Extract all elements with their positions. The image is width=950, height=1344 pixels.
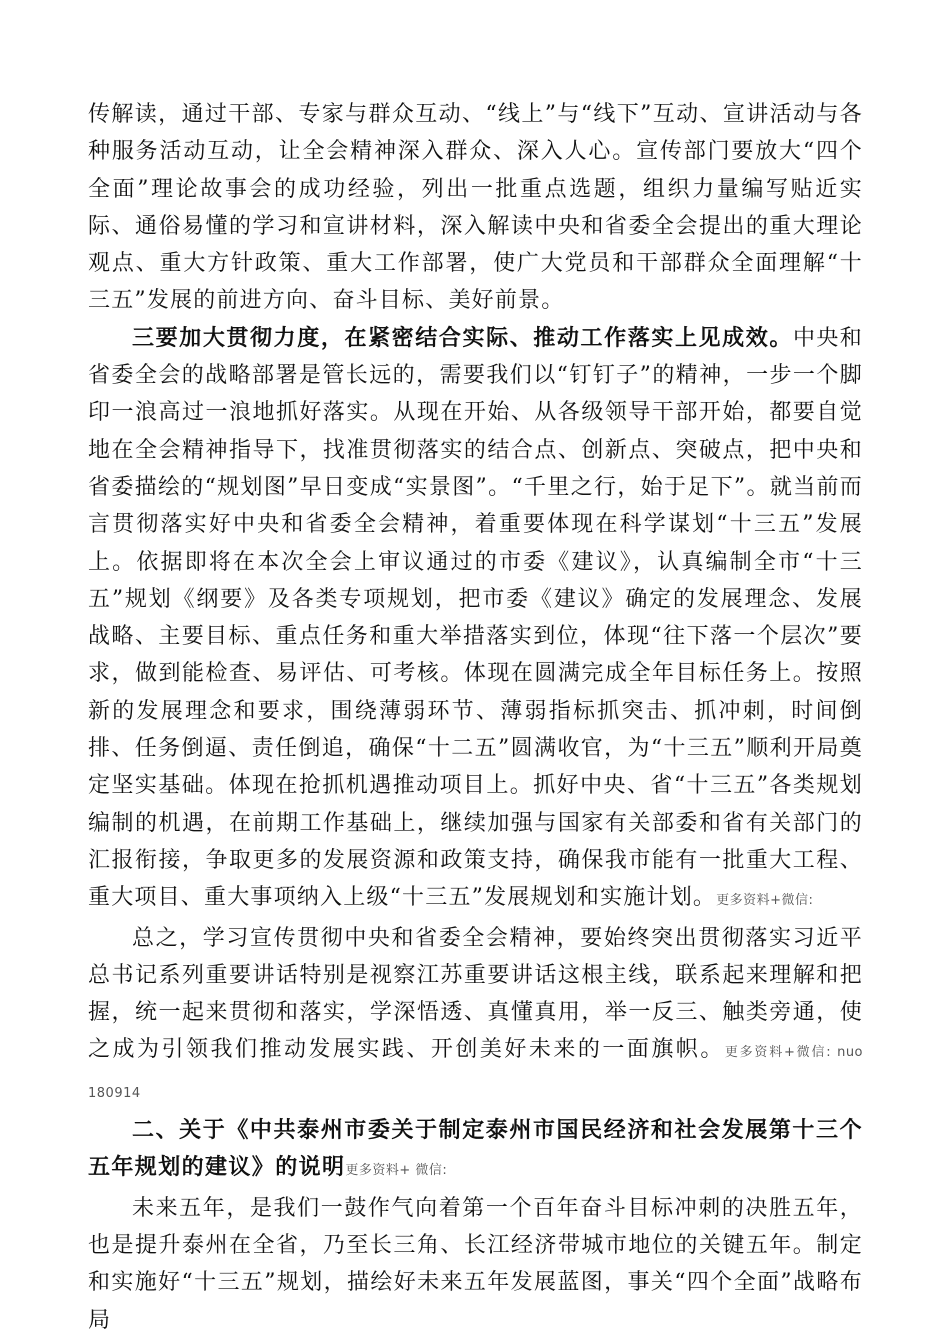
section-heading [88,1112,863,1190]
paragraph-summary [88,920,863,1112]
paragraph-body: 总之，学习宣传贯彻中央和省委全会精神，要始终突出贯彻落实习近平总书记系列重要讲话特别是视察江苏重要讲话这根主线，联系起来理解和把握，统一起来贯彻和落实，学深悟透、真懂真用，举一反三、触类旁通，使之成为引领我们推动发展实践、开创美好未来的一面旗帜。 [88,925,863,1063]
paragraph-five-years: 未来五年，是我们一鼓作气向着第一个百年奋斗目标冲刺的决胜五年，也是提升泰州在全省，乃至长三角、长江经济带城市地位的关键五年。制定和实施好“十三五”规划，描绘好未来五年发展蓝图，事关“四个全面”战略布局 [88,1195,863,1333]
heading-text: 二、关于《中共泰州市委关于制定泰州市国民经济和社会发展第十三个五年规划的建议》的说明 [88,1118,863,1181]
paragraph-implementation [88,320,863,920]
paragraph-lead: 三要加大贯彻力度，在紧密结合实际、推动工作落实上见成效。 [132,325,793,351]
watermark-note: 更多资料+微信: [716,893,814,909]
document-page [88,96,863,1339]
paragraph-body: 中央和省委全会的战略部署是管长远的，需要我们以“钉钉子”的精神，一步一个脚印一浪高过一浪地抓好落实。从现在开始、从各级领导干部开始，都要自觉地在全会精神指导下，找准贯彻落实的结合点、创新点、突破点，把中央和省委描绘的“规划图”早日变成“实景图”。“千里之行，始于足下”。就当前而言贯彻落实好中央和省委全会精神，着重要体现在科学谋划“十三五”发展上。依据即将在本次全会上审议通过的市委《建议》，认真编制全市“十三五”规划《纲要》及各类专项规划，把市委《建议》确定的发展理念、发展战略、主要目标、重点任务和重大举措落实到位，体现“往下落一个层次”要求，做到能检查、易评估、可考核。体现在圆满完成全年目标任务上。按照新的发展理念和要求，围绕薄弱环节、薄弱指标抓突击、抓冲刺，时间倒排、任务倒逼、责任倒追，确保“十二五”圆满收官，为“十三五”顺利开局奠定坚实基础。体现在抢抓机遇推动项目上。抓好中央、省“十三五”各类规划编制的机遇，在前期工作基础上，继续加强与国家有关部委和省有关部门的汇报衔接，争取更多的发展资源和政策支持，确保我市能有一批重大工程、重大项目、重大事项纳入上级“十三五”发展规划和实施计划。 [88,325,863,911]
watermark-note: 更多资料+ 微信: [345,1163,448,1179]
watermark-note: 更多资料+微信: nuo 180914 [88,1045,864,1101]
paragraph-propaganda: 传解读，通过干部、专家与群众互动、“线上”与“线下”互动、宣讲活动与各种服务活动互动，让全会精神深入群众、深入人心。宣传部门要放大“四个全面”理论故事会的成功经验，列出一批重点选题，组织力量编写贴近实际、通俗易懂的学习和宣讲材料，深入解读中央和省委全会提出的重大理论观点、重大方针政策、重大工作部署，使广大党员和干部群众全面理解“十三五”发展的前进方向、奋斗目标、美好前景。 [88,102,863,314]
